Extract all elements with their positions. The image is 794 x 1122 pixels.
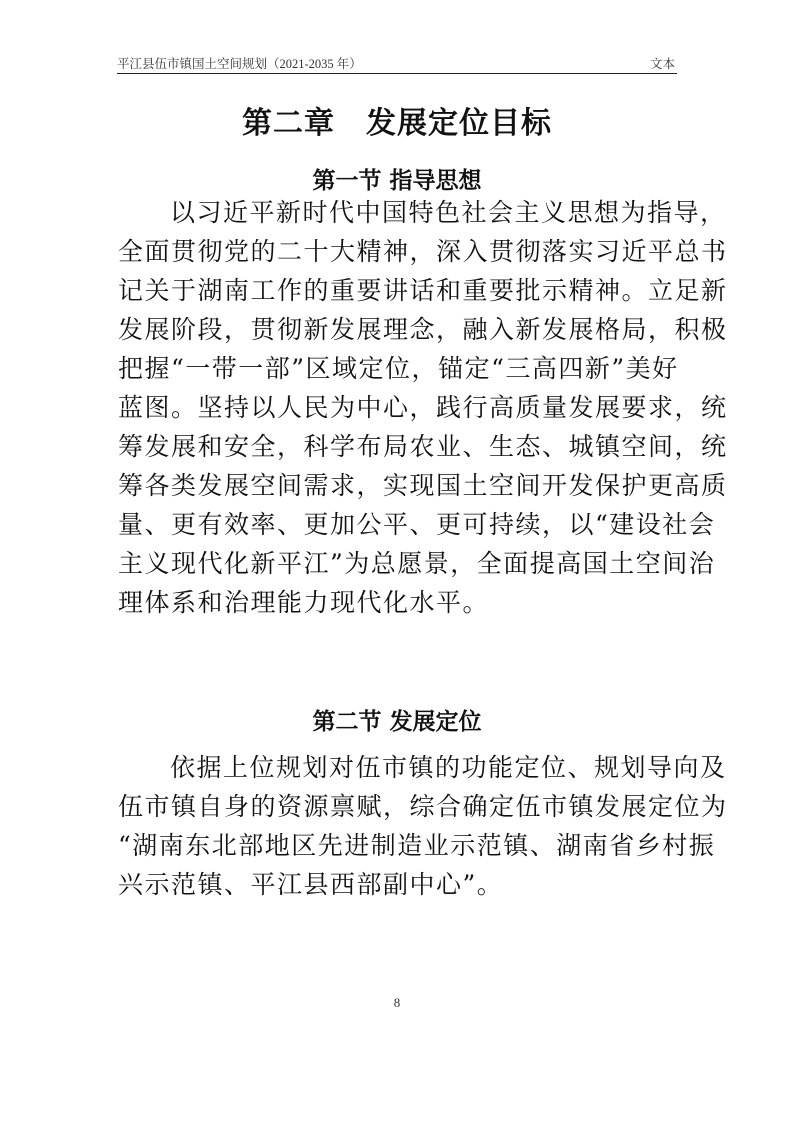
paragraph-guiding-ideology: [118, 193, 728, 622]
text-line: 筹各类发展空间需求，实现国土空间开发保护更高质: [118, 471, 728, 500]
section-title-guiding-ideology: 第一节 指导思想: [312, 168, 482, 194]
running-header: [117, 52, 677, 72]
text-line: 伍市镇自身的资源禀赋，综合确定伍市镇发展定位为: [118, 792, 728, 821]
text-line: 记关于湖南工作的重要讲话和重要批示精神。立足新: [118, 276, 728, 305]
text-line: 筹发展和安全，科学布局农业、生态、城镇空间，统: [118, 432, 728, 461]
section-title-development-positioning: 第二节 发展定位: [312, 709, 482, 735]
text-line: 把握“一带一部”区域定位，锚定“三高四新”美好: [118, 354, 679, 383]
text-line: 量、更有效率、更加公平、更可持续，以“建设社会: [118, 510, 716, 539]
text-line: 发展阶段，贯彻新发展理念，融入新发展格局，积极: [118, 315, 728, 344]
header-document-title: 平江县伍市镇国土空间规划（2021-2035 年）: [117, 57, 362, 71]
text-line: 理体系和治理能力现代化水平。: [118, 588, 490, 617]
text-line: 以习近平新时代中国特色社会主义思想为指导，: [170, 198, 727, 227]
header-label: 文本: [649, 57, 675, 71]
text-line: 蓝图。坚持以人民为中心，践行高质量发展要求，统: [118, 393, 728, 422]
page-number: 8: [393, 995, 401, 1010]
text-line: 兴示范镇、平江县西部副中心”。: [118, 870, 504, 899]
header-divider: [117, 73, 677, 74]
text-line: 依据上位规划对伍市镇的功能定位、规划导向及: [170, 753, 727, 782]
text-line: 全面贯彻党的二十大精神，深入贯彻落实习近平总书: [118, 237, 728, 266]
text-line: 主义现代化新平江”为总愿景，全面提高国土空间治: [118, 549, 716, 578]
paragraph-development-positioning: [118, 748, 728, 904]
text-line: “湖南东北部地区先进制造业示范镇、湖南省乡村振: [118, 831, 716, 860]
chapter-title: 第二章 发展定位目标: [242, 106, 552, 141]
